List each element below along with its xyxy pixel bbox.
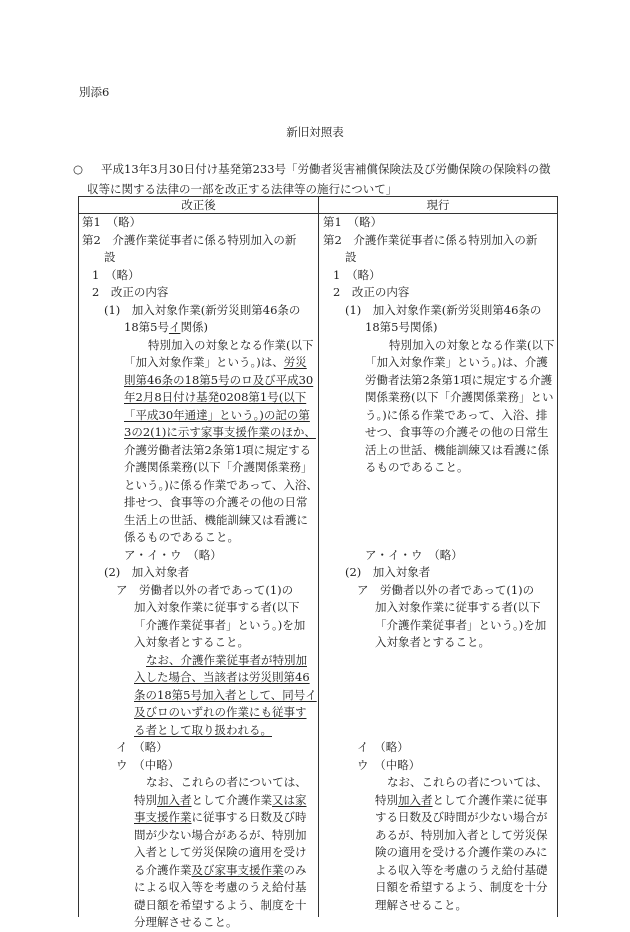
text-line <box>82 372 312 390</box>
line-text: 介護関係業務(以下「介護関係業務」 <box>124 460 313 474</box>
text-line <box>323 424 553 442</box>
text-line <box>323 512 553 530</box>
line-text: よる収入等を考慮のうえ給付基礎 <box>375 862 548 877</box>
text-line <box>82 739 312 757</box>
notice-line-1: 平成13年3月30日付け基発第233号「労働者災害補償保険法及び労働保険の保険料の徴 <box>101 162 551 176</box>
text-line <box>82 809 312 827</box>
text-line <box>323 652 553 670</box>
text-line <box>323 442 553 460</box>
text-line <box>82 389 312 407</box>
line-text: ア 労働者以外の者であって(1)の <box>116 582 294 597</box>
line-text: 労働者法第2条第1項に規定する介護 <box>365 372 553 387</box>
text-line <box>323 389 553 407</box>
line-text: による収入等を考慮のうえ給付基 <box>134 880 307 894</box>
line-text: 「加入対象作業」という。)は、介護 <box>365 355 548 369</box>
circle-bullet-icon: ○ <box>73 162 84 176</box>
line-text: イ （略） <box>357 740 409 754</box>
line-text: ウ （中略） <box>116 757 180 772</box>
line-text: ア・イ・ウ （略） <box>124 547 222 562</box>
text-line <box>82 494 312 512</box>
line-text: う。)に係る作業であって、入浴、排 <box>365 407 548 422</box>
text-line <box>82 214 312 232</box>
line-text: 特別加入の対象となる作業(以下 <box>389 337 555 352</box>
underlined-text: 及びロのいずれの作業にも従事す <box>134 705 307 719</box>
line-text: 1 （略） <box>333 267 381 282</box>
line-text: 第1 （略） <box>82 215 142 229</box>
line-text: 第2 介護作業従事者に係る特別加入の新 <box>323 232 538 247</box>
text-line <box>323 249 553 267</box>
current-column <box>323 214 553 914</box>
line-text: 特別 <box>375 792 398 807</box>
text-line <box>323 669 553 687</box>
underlined-text: イ <box>168 320 181 334</box>
text-line <box>82 634 312 652</box>
text-line <box>82 774 312 792</box>
text-line <box>82 284 312 302</box>
text-line <box>323 897 553 915</box>
text-line <box>82 302 312 320</box>
line-text: (1) 加入対象作業(新労災則第46条の <box>345 302 542 317</box>
line-text: 特別加入の対象となる作業(以下 <box>148 337 314 352</box>
text-line <box>82 512 312 530</box>
line-text: 理解させること。 <box>375 897 467 912</box>
text-line <box>82 459 312 477</box>
text-line <box>323 564 553 582</box>
line-text: 設 <box>345 250 357 264</box>
line-text: る介護作業 <box>134 862 192 877</box>
line-text: (2) 加入対象者 <box>104 565 190 579</box>
text-line <box>82 914 312 932</box>
line-text: なお、これらの者については、 <box>146 775 307 789</box>
notice-heading <box>73 159 565 199</box>
attachment-label: 別添6 <box>79 85 110 99</box>
text-line <box>82 407 312 425</box>
text-line <box>323 809 553 827</box>
text-line <box>323 354 553 372</box>
text-line <box>323 862 553 880</box>
notice-line-2: 収等に関する法律の一部を改正する法律等の施行について」 <box>87 182 398 196</box>
underlined-text: 入した場合、当該者は労災則第46 <box>134 670 310 684</box>
line-text: 18第5号 <box>124 320 169 334</box>
line-text: あるが、特別加入者として労災保 <box>375 827 548 842</box>
line-text: 係るものであること。 <box>124 530 239 544</box>
text-line <box>82 337 312 355</box>
text-line <box>82 722 312 740</box>
line-text: 2 改正の内容 <box>92 285 169 299</box>
line-text: 第2 介護作業従事者に係る特別加入の新 <box>82 232 297 247</box>
text-line <box>323 494 553 512</box>
text-line <box>82 669 312 687</box>
line-text: 18第5号関係) <box>365 320 438 334</box>
line-text: のみ <box>283 862 307 877</box>
text-line <box>82 442 312 460</box>
line-text: 「加入対象作業」という。)は、 <box>124 355 284 369</box>
underlined-text: 則第46条の18第5号のロ及び平成30 <box>124 372 314 387</box>
text-line <box>323 844 553 862</box>
line-text: 生活上の世話、機能訓練又は看護に <box>124 512 308 527</box>
line-text: 活上の世話、機能訓練又は看護に係 <box>365 442 549 457</box>
line-text: (1) 加入対象作業(新労災則第46条の <box>104 302 301 317</box>
underlined-text: 条の18第5号加入者として、同号イ <box>134 687 317 702</box>
underlined-text: 「平成30年通達」という。)の記の第 <box>124 407 310 422</box>
text-line <box>82 232 312 250</box>
line-text: 「介護作業従事者」という。)を加 <box>375 617 547 632</box>
line-text: 加入対象作業に従事する者(以下 <box>375 600 541 614</box>
text-line <box>82 529 312 547</box>
underlined-text: 加入者 <box>157 792 192 807</box>
line-text: として介護作業に従事 <box>432 792 548 807</box>
line-text: 分理解させること。 <box>134 915 238 929</box>
document-title: 新旧対照表 <box>286 125 344 139</box>
text-line <box>82 424 316 442</box>
underlined-text: なお、介護作業従事者が特別加 <box>146 652 307 667</box>
line-text: るものであること。 <box>365 460 469 474</box>
text-line <box>323 827 553 845</box>
line-text: ア・イ・ウ （略） <box>365 547 463 562</box>
text-line <box>323 792 553 810</box>
underlined-text: る者として取り扱われる。 <box>134 722 272 737</box>
text-line <box>323 599 553 617</box>
line-text: 「介護作業従事者」という。)を加 <box>134 617 306 632</box>
text-line <box>323 477 553 495</box>
line-text: 特別 <box>134 792 157 807</box>
line-text: 1 （略） <box>92 267 140 282</box>
text-line <box>82 267 312 285</box>
underlined-text: 年2月8日付け基発0208第1号(以下 <box>124 390 307 404</box>
line-text: として介護作業 <box>191 792 272 807</box>
text-line <box>323 739 553 757</box>
text-line <box>82 354 312 372</box>
text-line <box>82 582 312 600</box>
line-text: なお、これらの者については、 <box>387 775 548 789</box>
line-text: 排せつ、食事等の介護その他の日常 <box>124 495 308 509</box>
text-line <box>82 704 312 722</box>
text-line <box>323 879 553 897</box>
text-line <box>323 459 553 477</box>
line-text: (2) 加入対象者 <box>345 565 431 579</box>
underlined-text: 事支援作業 <box>134 810 192 824</box>
text-line <box>82 827 312 845</box>
text-line <box>323 582 553 600</box>
text-line <box>323 284 553 302</box>
line-text: ア 労働者以外の者であって(1)の <box>357 582 535 597</box>
comparison-table <box>78 196 558 929</box>
text-line <box>323 232 553 250</box>
line-text: 関係) <box>180 320 208 334</box>
text-line <box>323 407 553 425</box>
text-line <box>323 634 553 652</box>
text-line <box>323 687 553 705</box>
text-line <box>323 774 553 792</box>
text-line <box>82 477 318 495</box>
text-line <box>323 302 553 320</box>
text-line <box>82 862 312 880</box>
column-divider <box>318 197 319 917</box>
text-line <box>82 249 312 267</box>
text-line <box>323 267 553 285</box>
line-text: 関係業務(以下「介護関係業務」とい <box>365 390 554 404</box>
text-line <box>323 529 553 547</box>
underlined-text: 又は家 <box>272 792 307 807</box>
line-text: 2 改正の内容 <box>333 285 410 299</box>
text-line <box>82 897 312 915</box>
line-text: 設 <box>104 250 116 264</box>
line-text: 加入対象作業に従事する者(以下 <box>134 600 300 614</box>
line-text: 日額を希望するよう、制度を十分 <box>375 880 548 894</box>
text-line <box>323 319 553 337</box>
header-current: 現行 <box>319 197 557 214</box>
text-line <box>82 757 312 775</box>
line-text: せつ、食事等の介護その他の日常生 <box>365 425 549 439</box>
text-line <box>323 372 553 390</box>
line-text: 間が少ない場合があるが、特別加 <box>134 827 307 842</box>
underlined-text: 及び家事支援作業 <box>191 862 284 877</box>
line-text: 入対象者とすること。 <box>134 635 249 649</box>
text-line <box>323 722 553 740</box>
text-line <box>82 599 312 617</box>
line-text: 入対象者とすること。 <box>375 635 490 649</box>
text-line <box>82 319 312 337</box>
line-text: に従事する日数及び時 <box>191 810 307 824</box>
text-line <box>323 547 553 565</box>
line-text: する日数及び時間が少ない場合が <box>375 810 548 824</box>
text-line <box>323 337 553 355</box>
underlined-text: 労災 <box>283 355 307 369</box>
text-line <box>82 547 312 565</box>
line-text: という。)に係る作業であって、入浴、 <box>124 477 318 492</box>
text-line <box>82 564 312 582</box>
text-line <box>323 617 553 635</box>
underlined-text: 加入者 <box>398 792 433 807</box>
text-line <box>323 704 553 722</box>
text-line <box>82 792 312 810</box>
text-line <box>82 652 312 670</box>
text-line <box>82 844 312 862</box>
line-text: 入者として労災保険の適用を受け <box>134 845 307 859</box>
header-after: 改正後 <box>79 197 319 214</box>
text-line <box>323 757 553 775</box>
line-text: 礎日額を希望するよう、制度を十 <box>134 897 307 912</box>
line-text: ウ （中略） <box>357 757 421 772</box>
text-line <box>82 879 312 897</box>
after-column <box>82 214 318 932</box>
line-text: 第1 （略） <box>323 215 383 229</box>
line-text: 介護労働者法第2条第1項に規定する <box>124 442 312 457</box>
text-line <box>323 214 553 232</box>
underlined-text: 3の2(1)に示す家事支援作業のほか、 <box>124 425 316 439</box>
text-line <box>82 687 317 705</box>
text-line <box>82 617 312 635</box>
line-text: 険の適用を受ける介護作業のみに <box>375 845 548 859</box>
line-text: イ （略） <box>116 740 168 754</box>
